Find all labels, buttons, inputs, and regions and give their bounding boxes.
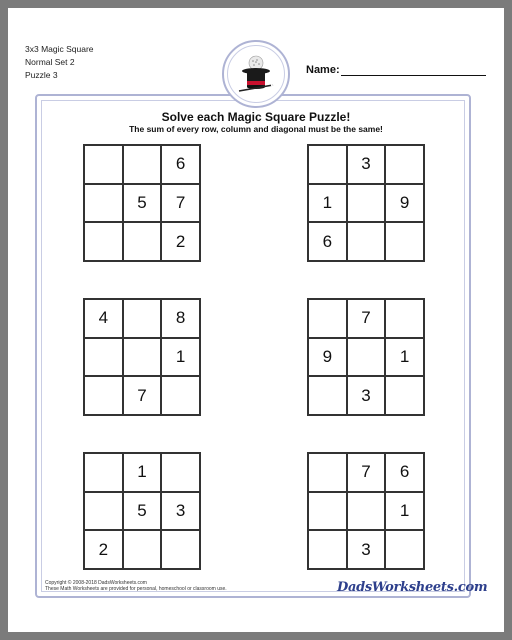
square-cell[interactable]: 7	[123, 376, 162, 415]
footer-copyright	[45, 580, 227, 592]
square-cell[interactable]: 7	[347, 299, 386, 338]
square-cell[interactable]	[84, 492, 123, 531]
square-cell[interactable]: 1	[385, 492, 424, 531]
magic-square-5	[83, 452, 201, 570]
square-cell[interactable]	[161, 453, 200, 492]
magic-square-3	[83, 298, 201, 416]
square-cell[interactable]	[385, 299, 424, 338]
instructions-subtitle: The sum of every row, column and diagonal must be the same!	[129, 124, 383, 134]
square-cell[interactable]: 1	[123, 453, 162, 492]
square-cell[interactable]	[123, 145, 162, 184]
square-cell[interactable]	[385, 530, 424, 569]
magic-square-6	[307, 452, 425, 570]
square-cell[interactable]	[123, 530, 162, 569]
square-cell[interactable]: 7	[161, 184, 200, 223]
name-field[interactable]	[306, 64, 486, 78]
worksheet-set: Normal Set 2	[25, 57, 75, 67]
square-cell[interactable]: 1	[385, 338, 424, 377]
square-cell[interactable]: 3	[347, 145, 386, 184]
usage-note: These Math Worksheets are provided for personal, homeschool or classroom use.	[45, 586, 227, 592]
square-cell[interactable]	[84, 222, 123, 261]
square-cell[interactable]	[84, 145, 123, 184]
square-cell[interactable]	[84, 184, 123, 223]
square-cell[interactable]	[308, 299, 347, 338]
square-cell[interactable]: 7	[347, 453, 386, 492]
copyright-text: Copyright © 2008-2018 DadsWorksheets.com	[45, 580, 147, 586]
magic-square-1	[83, 144, 201, 262]
square-cell[interactable]	[308, 376, 347, 415]
square-cell[interactable]	[308, 492, 347, 531]
square-cell[interactable]	[347, 222, 386, 261]
square-cell[interactable]	[385, 376, 424, 415]
square-cell[interactable]: 9	[308, 338, 347, 377]
magic-square-2	[307, 144, 425, 262]
worksheet-puzzle-number: Puzzle 3	[25, 70, 58, 80]
square-cell[interactable]: 3	[161, 492, 200, 531]
square-cell[interactable]	[123, 338, 162, 377]
magic-square-4	[307, 298, 425, 416]
name-label: Name:	[306, 64, 340, 76]
worksheet-type: 3x3 Magic Square	[25, 44, 94, 54]
square-cell[interactable]: 5	[123, 184, 162, 223]
square-cell[interactable]: 3	[347, 376, 386, 415]
square-cell[interactable]: 6	[308, 222, 347, 261]
square-cell[interactable]: 4	[84, 299, 123, 338]
square-cell[interactable]	[84, 453, 123, 492]
square-cell[interactable]	[84, 338, 123, 377]
square-cell[interactable]	[161, 530, 200, 569]
square-cell[interactable]	[347, 184, 386, 223]
square-cell[interactable]: 3	[347, 530, 386, 569]
square-cell[interactable]	[308, 453, 347, 492]
square-cell[interactable]: 1	[308, 184, 347, 223]
square-cell[interactable]	[123, 222, 162, 261]
square-cell[interactable]	[347, 338, 386, 377]
square-cell[interactable]: 8	[161, 299, 200, 338]
name-line[interactable]	[341, 75, 486, 76]
instructions-title: Solve each Magic Square Puzzle!	[161, 110, 351, 124]
square-cell[interactable]	[308, 145, 347, 184]
square-cell[interactable]	[123, 299, 162, 338]
square-cell[interactable]: 9	[385, 184, 424, 223]
brand-logo: DadsWorksheets.com	[337, 580, 488, 595]
square-cell[interactable]: 1	[161, 338, 200, 377]
logo-badge	[222, 40, 290, 108]
square-cell[interactable]	[84, 376, 123, 415]
worksheet-meta	[25, 43, 94, 82]
square-cell[interactable]: 2	[161, 222, 200, 261]
square-cell[interactable]	[308, 530, 347, 569]
square-cell[interactable]: 6	[161, 145, 200, 184]
magic-hat-icon	[233, 51, 279, 97]
square-cell[interactable]	[385, 145, 424, 184]
square-cell[interactable]	[347, 492, 386, 531]
square-cell[interactable]	[385, 222, 424, 261]
square-cell[interactable]: 2	[84, 530, 123, 569]
square-cell[interactable]	[161, 376, 200, 415]
square-cell[interactable]: 6	[385, 453, 424, 492]
square-cell[interactable]: 5	[123, 492, 162, 531]
